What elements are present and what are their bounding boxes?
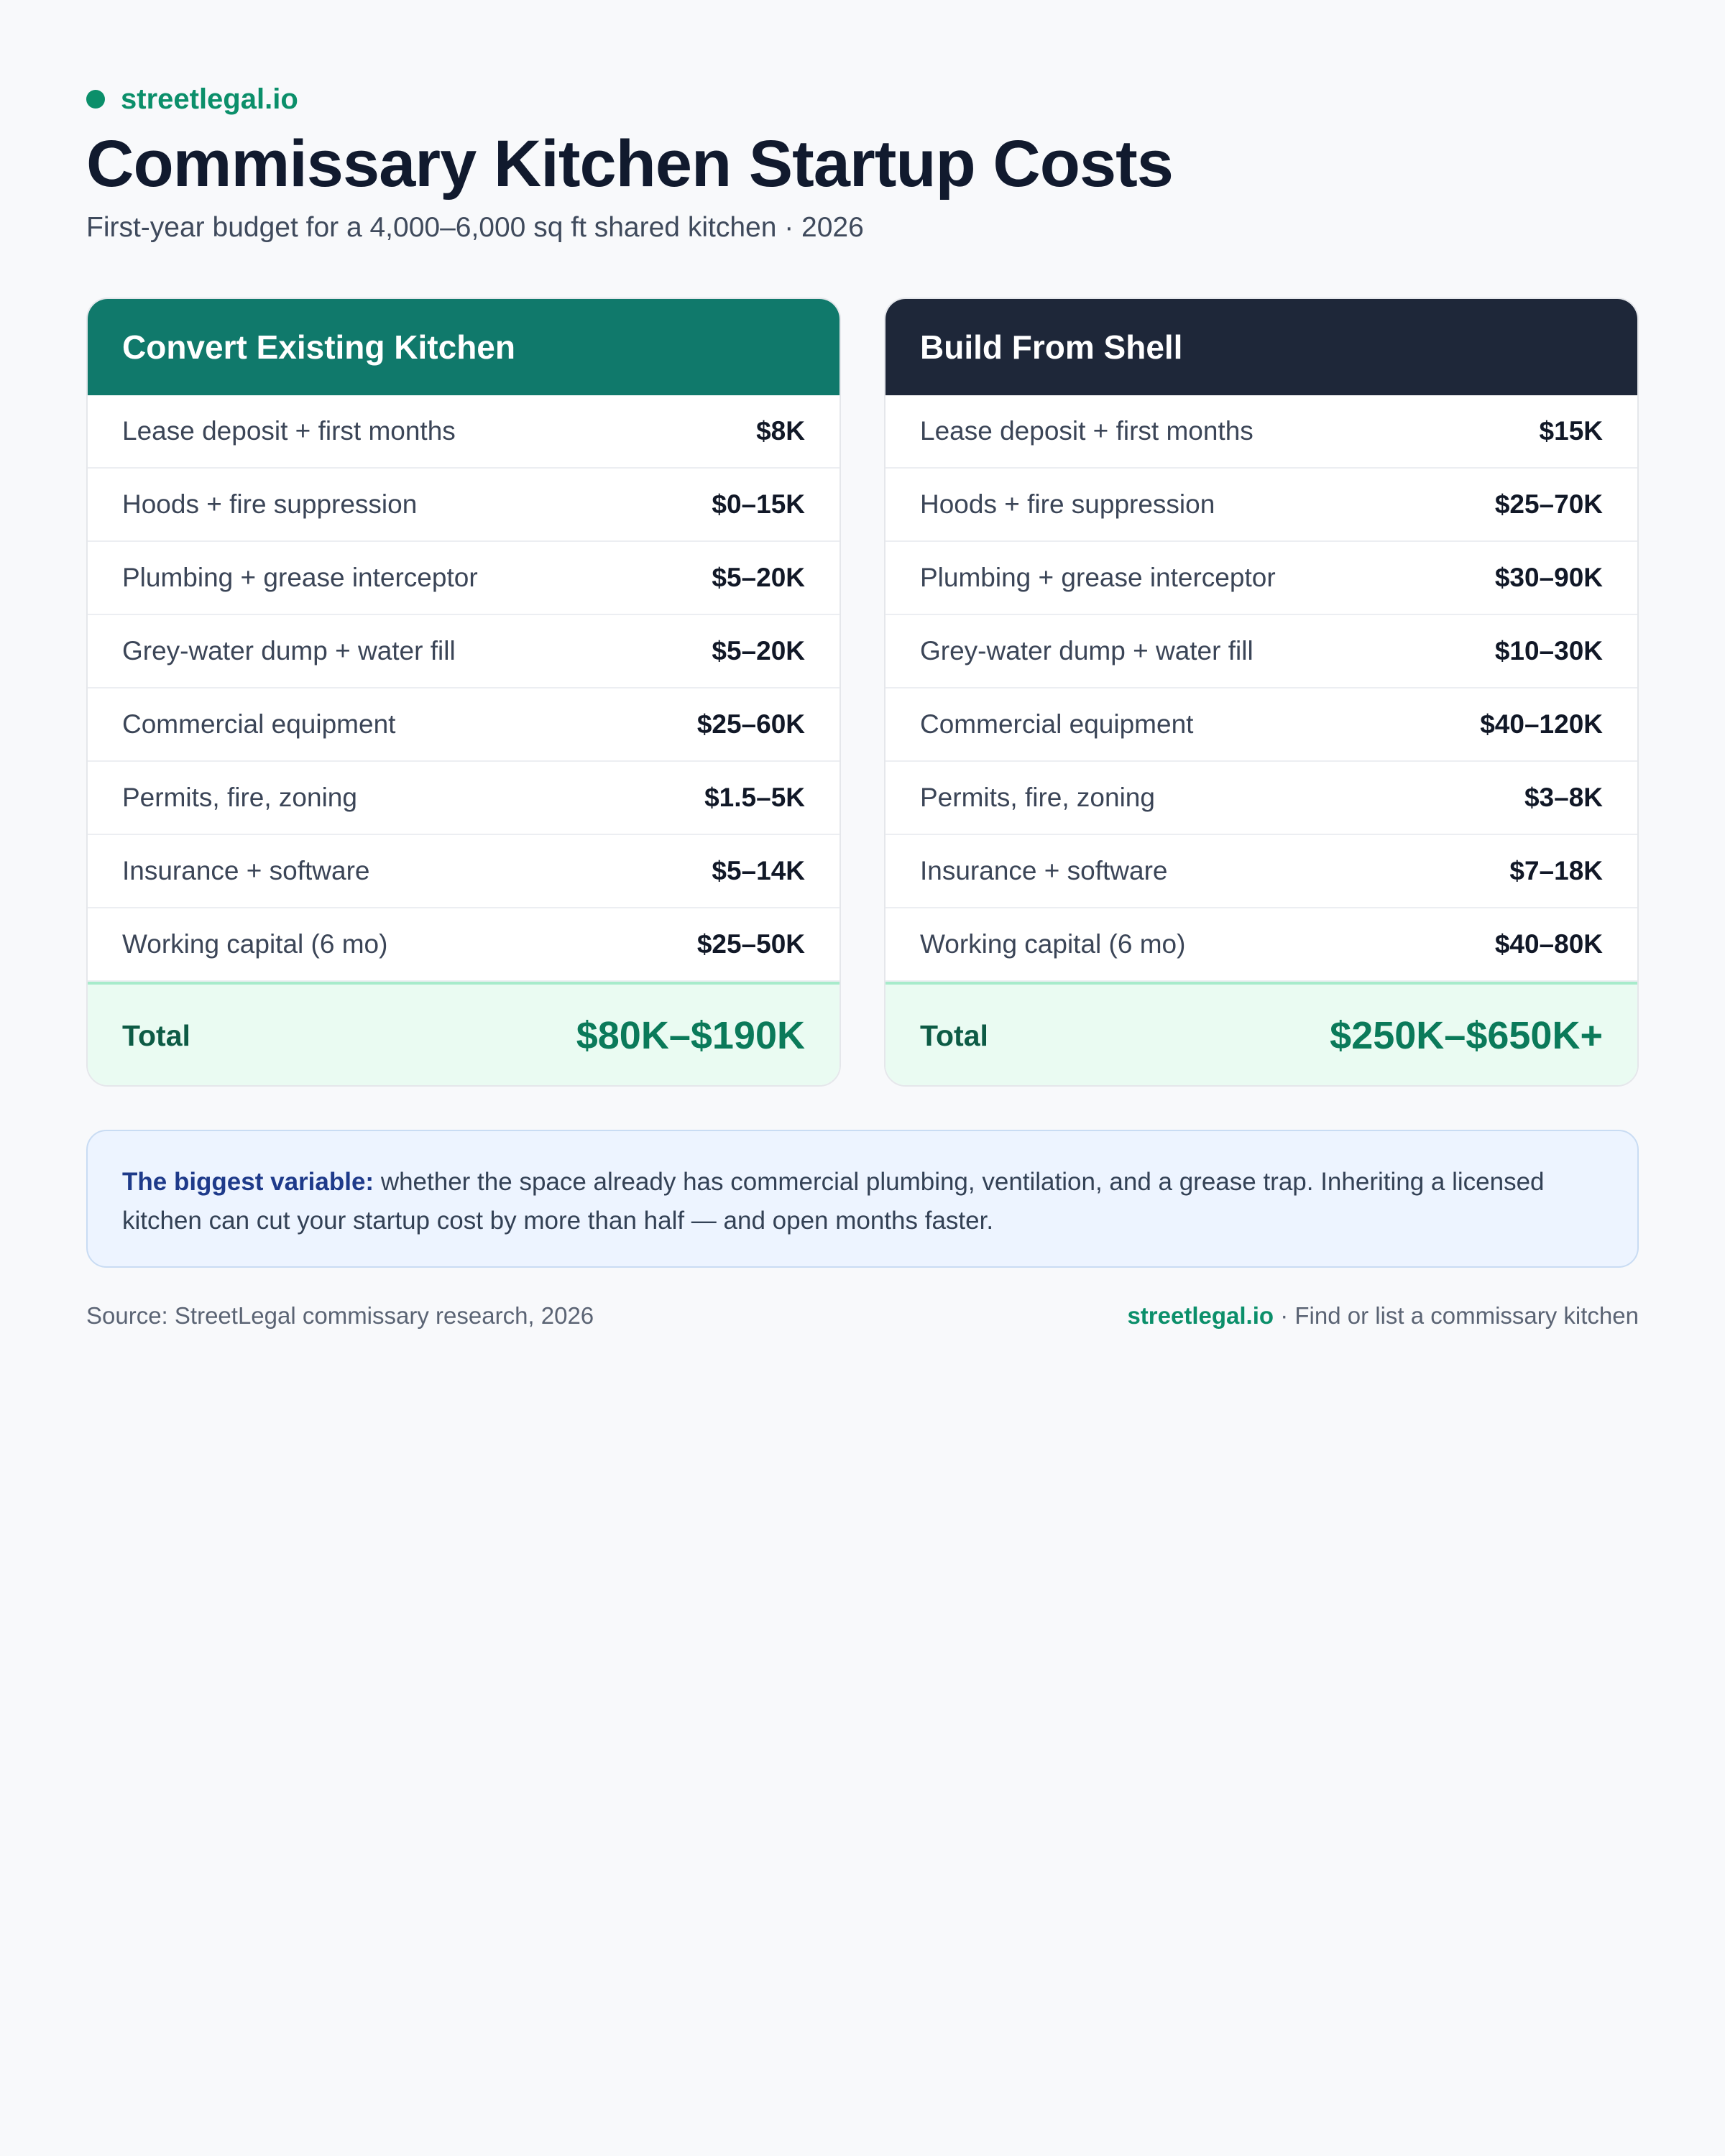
cost-label: Commercial equipment	[122, 709, 396, 739]
cost-value: $7–18K	[1509, 856, 1603, 885]
cost-row	[88, 542, 840, 615]
cost-row	[886, 542, 1637, 615]
brand-dot-icon	[86, 90, 105, 109]
cost-label: Commercial equipment	[920, 709, 1194, 739]
cost-label: Insurance + software	[920, 856, 1168, 885]
card-header	[886, 299, 1637, 395]
cost-label: Plumbing + grease interceptor	[122, 563, 478, 592]
cost-row	[88, 688, 840, 762]
cost-cards	[86, 298, 1639, 1087]
cost-row	[886, 908, 1637, 982]
total-value: $80K–$190K	[576, 1014, 805, 1057]
card-title: Build From Shell	[920, 328, 1183, 366]
footer-cta-text: · Find or list a commissary kitchen	[1274, 1302, 1639, 1329]
cost-label: Lease deposit + first months	[920, 416, 1254, 446]
callout-note	[86, 1130, 1639, 1268]
card-build-from-shell	[884, 298, 1639, 1087]
cost-value: $25–60K	[696, 709, 805, 739]
cost-value: $5–14K	[712, 856, 805, 885]
page	[86, 83, 1639, 1329]
cost-row	[886, 762, 1637, 835]
cost-label: Grey-water dump + water fill	[122, 636, 456, 665]
cost-value: $0–15K	[712, 489, 805, 519]
cost-label: Permits, fire, zoning	[920, 783, 1155, 812]
cost-value: $1.5–5K	[704, 783, 805, 812]
cost-label: Grey-water dump + water fill	[920, 636, 1254, 665]
cost-value: $10–30K	[1494, 636, 1603, 665]
cost-label: Plumbing + grease interceptor	[920, 563, 1276, 592]
brand-name[interactable]: streetlegal.io	[121, 83, 298, 115]
cost-value: $40–120K	[1480, 709, 1603, 739]
cost-row	[886, 688, 1637, 762]
footer-brand-link[interactable]: streetlegal.io	[1127, 1302, 1274, 1329]
cost-value: $5–20K	[712, 563, 805, 592]
brand-header	[86, 83, 1639, 115]
cost-row	[88, 469, 840, 542]
cost-label: Insurance + software	[122, 856, 370, 885]
cost-value: $3–8K	[1524, 783, 1603, 812]
card-title: Convert Existing Kitchen	[122, 328, 515, 366]
cost-row	[886, 615, 1637, 688]
footer-cta	[1127, 1302, 1639, 1330]
callout-text: whether the space already has commercial plumbing, ventilation, and a grease trap. Inheriting a licensed kitchen can cut your startup cost by more than half — and open months faster.	[122, 1168, 1545, 1235]
cost-value: $40–80K	[1494, 929, 1603, 959]
total-row	[886, 982, 1637, 1087]
total-label: Total	[122, 1018, 190, 1052]
cost-value: $5–20K	[712, 636, 805, 665]
footer	[86, 1302, 1639, 1330]
total-label: Total	[920, 1018, 988, 1052]
card-convert-existing	[86, 298, 841, 1087]
cost-row	[886, 395, 1637, 469]
cost-value: $8K	[756, 416, 805, 446]
callout-heading: The biggest variable:	[122, 1168, 374, 1196]
source-note: Source: StreetLegal commissary research, 2026	[86, 1302, 594, 1329]
cost-row	[88, 395, 840, 469]
cost-label: Working capital (6 mo)	[122, 929, 388, 959]
cost-label: Hoods + fire suppression	[122, 489, 418, 519]
cost-label: Hoods + fire suppression	[920, 489, 1215, 519]
cost-row	[88, 615, 840, 688]
card-header	[88, 299, 840, 395]
cost-label: Lease deposit + first months	[122, 416, 456, 446]
cost-row	[886, 469, 1637, 542]
page-title: Commissary Kitchen Startup Costs	[86, 127, 1173, 201]
cost-row	[88, 762, 840, 835]
cost-value: $25–70K	[1494, 489, 1603, 519]
total-value: $250K–$650K+	[1330, 1014, 1603, 1057]
total-row	[88, 982, 840, 1087]
page-subtitle: First-year budget for a 4,000–6,000 sq ft shared kitchen · 2026	[86, 212, 864, 244]
cost-row	[886, 835, 1637, 908]
cost-label: Permits, fire, zoning	[122, 783, 357, 812]
cost-value: $25–50K	[696, 929, 805, 959]
cost-value: $30–90K	[1494, 563, 1603, 592]
cost-row	[88, 835, 840, 908]
cost-row	[88, 908, 840, 982]
cost-value: $15K	[1539, 416, 1603, 446]
cost-label: Working capital (6 mo)	[920, 929, 1186, 959]
